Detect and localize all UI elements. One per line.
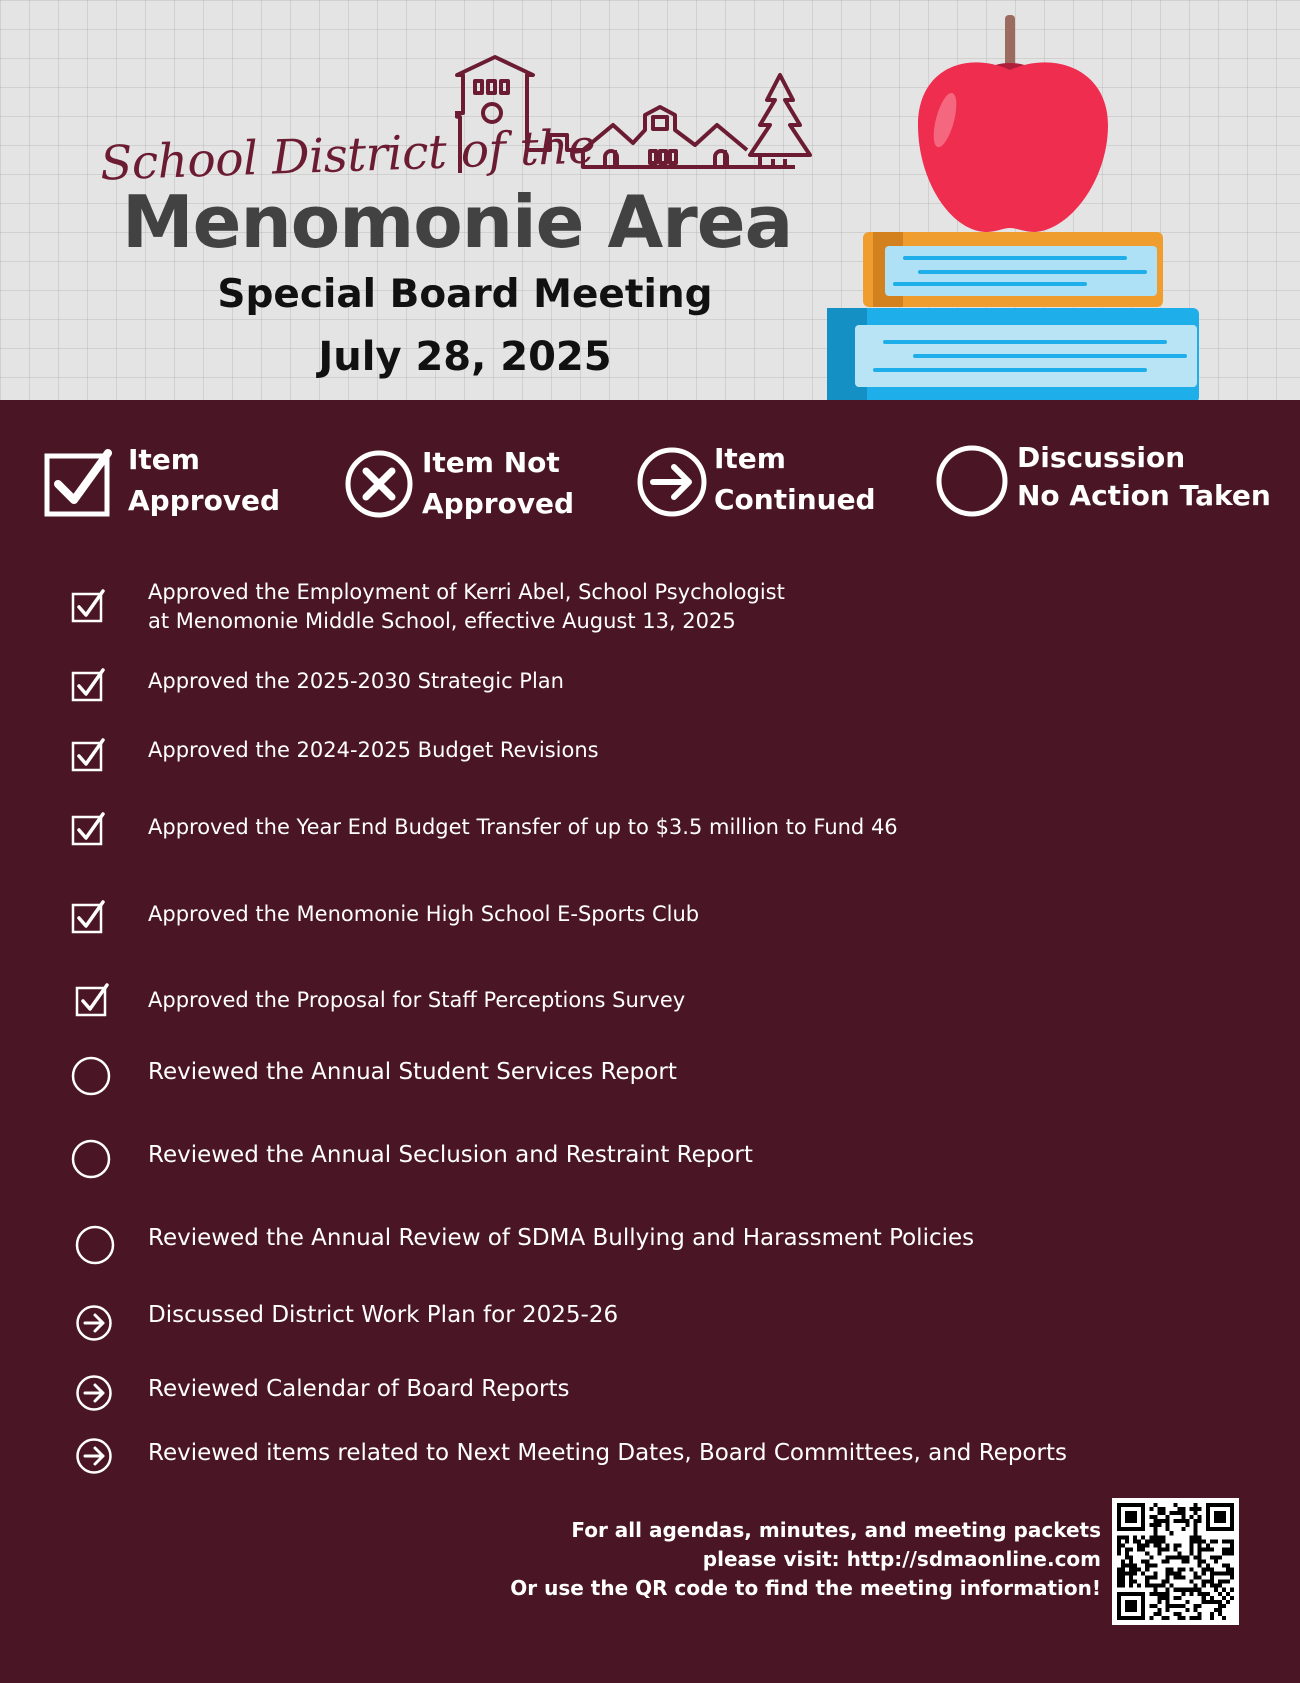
- meeting-title: Special Board Meeting: [217, 272, 713, 317]
- legend-continued: [636, 444, 876, 520]
- arrow-circle-icon: [75, 1437, 113, 1475]
- empty-circle-icon: [71, 1056, 111, 1096]
- agenda-item-2: Approved the 2025-2030 Strategic Plan: [148, 669, 564, 693]
- legend-not-approved-line2: Approved: [422, 487, 575, 520]
- checkbox-checked-icon: [71, 668, 107, 702]
- legend-approved-line2: Approved: [128, 484, 281, 517]
- district-name-title: Menomonie Area: [122, 180, 793, 264]
- agenda-item-10: Discussed District Work Plan for 2025-26: [148, 1302, 619, 1328]
- agenda-item-4: Approved the Year End Budget Transfer of up to $3.5 million to Fund 46: [148, 815, 898, 839]
- qr-code-icon: [1117, 1503, 1234, 1620]
- legend-discussion: [935, 441, 1271, 518]
- checkbox-checked-icon: [71, 812, 107, 846]
- legend-continued-line1: Item: [714, 442, 786, 475]
- header-banner: [0, 0, 1300, 400]
- legend-approved-line1: Item: [128, 443, 200, 476]
- checkbox-checked-icon: [71, 900, 107, 934]
- agenda-item-11: Reviewed Calendar of Board Reports: [148, 1376, 570, 1402]
- meeting-date: July 28, 2025: [318, 334, 612, 380]
- footer-line-3: Or use the QR code to find the meeting information!: [510, 1576, 1101, 1600]
- empty-circle-icon: [71, 1139, 111, 1179]
- agenda-item-8: Reviewed the Annual Seclusion and Restraint Report: [148, 1142, 753, 1168]
- legend-discussion-line2: No Action Taken: [1017, 479, 1271, 512]
- empty-circle-icon: [75, 1225, 115, 1265]
- agenda-item-9: Reviewed the Annual Review of SDMA Bullying and Harassment Policies: [148, 1225, 975, 1251]
- arrow-circle-icon: [75, 1374, 113, 1412]
- qr-code[interactable]: [1112, 1498, 1239, 1625]
- arrow-circle-icon: [75, 1304, 113, 1342]
- agenda-item-1: Approved the Employment of Kerri Abel, School Psychologist at Menomonie Middle School, effective August 13, 2025: [148, 580, 785, 633]
- legend-discussion-line1: Discussion: [1017, 441, 1186, 474]
- district-script-title: School District of the: [99, 119, 597, 192]
- footer-line-1: For all agendas, minutes, and meeting packets: [571, 1518, 1101, 1542]
- agenda-item-7: Reviewed the Annual Student Services Report: [148, 1059, 677, 1085]
- legend-not-approved-line1: Item Not: [422, 446, 560, 479]
- empty-circle-icon: [935, 444, 1009, 518]
- legend-not-approved: [344, 444, 574, 524]
- x-circle-icon: [344, 449, 414, 519]
- footer-line-2: please visit: http://sdmaonline.com: [702, 1547, 1101, 1571]
- legend-approved: [44, 444, 280, 521]
- legend-continued-line2: Continued: [714, 483, 876, 516]
- checkbox-checked-icon: [75, 983, 111, 1017]
- arrow-circle-icon: [636, 446, 708, 518]
- agenda-item-3: Approved the 2024-2025 Budget Revisions: [148, 738, 599, 762]
- apple-books-illustration: [825, 10, 1205, 400]
- agenda-item-12: Reviewed items related to Next Meeting Dates, Board Committees, and Reports: [148, 1440, 1067, 1466]
- agenda-item-5: Approved the Menomonie High School E-Sports Club: [148, 902, 700, 926]
- checkbox-checked-icon: [44, 448, 112, 518]
- checkbox-checked-icon: [71, 738, 107, 772]
- checkbox-checked-icon: [71, 589, 107, 623]
- agenda-item-6: Approved the Proposal for Staff Perceptions Survey: [148, 988, 686, 1012]
- footer-info: [510, 1516, 1101, 1603]
